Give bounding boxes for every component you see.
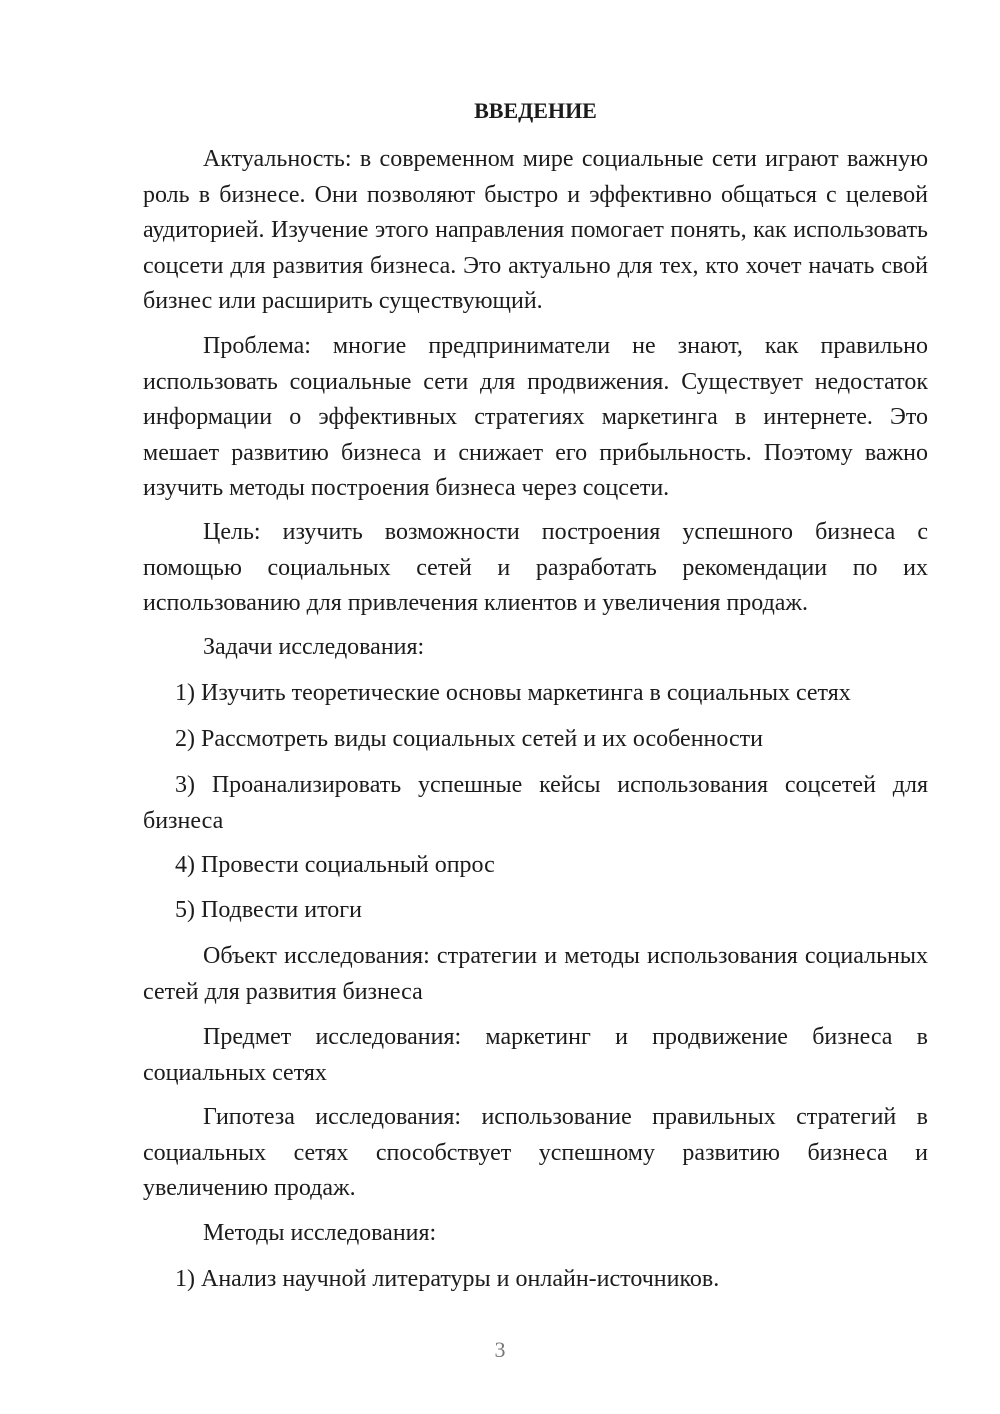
section-title: ВВЕДЕНИЕ <box>474 98 597 123</box>
methods-heading: Методы исследования: <box>203 1220 437 1246</box>
task-item-1: 1) Изучить теоретические основы маркетинга в социальных сетях <box>175 680 851 706</box>
task-item-4: 4) Провести социальный опрос <box>175 852 495 878</box>
method-item-1: 1) Анализ научной литературы и онлайн-источников. <box>175 1266 720 1292</box>
subject-paragraph: Предмет исследования: маркетинг и продвижение бизнеса в социальных сетях <box>143 1024 928 1086</box>
goal-paragraph: Цель: изучить возможности построения успешного бизнеса с помощью социальных сетей и разработать рекомендации по их использованию для привлечения клиентов и увеличения продаж. <box>143 519 928 616</box>
relevance-paragraph: Актуальность: в современном мире социальные сети играют важную роль в бизнесе. Они позволяют быстро и эффективно общаться с целевой аудиторией. Изучение этого направления помогает понять, как использовать соцсети для развития бизнеса. Это актуально для тех, кто хочет начать свой бизнес или расширить существующий. <box>143 146 928 314</box>
problem-paragraph: Проблема: многие предприниматели не знают, как правильно использовать социальные сети для продвижения. Существует недостаток информации о эффективных стратегиях маркетинга в интернете. Это мешает развитию бизнеса и снижает его прибыльность. Поэтому важно изучить методы построения бизнеса через соцсети. <box>143 333 928 501</box>
hypothesis-paragraph: Гипотеза исследования: использование правильных стратегий в социальных сетях способствует успешному развитию бизнеса и увеличению продаж. <box>143 1104 928 1201</box>
object-paragraph: Объект исследования: стратегии и методы использования социальных сетей для развития бизнеса <box>143 943 928 1005</box>
task-item-3: 3) Проанализировать успешные кейсы использования соцсетей для бизнеса <box>143 772 928 834</box>
tasks-heading: Задачи исследования: <box>203 634 425 660</box>
task-item-2: 2) Рассмотреть виды социальных сетей и их особенности <box>175 726 763 752</box>
page-number: 3 <box>494 1337 506 1362</box>
task-item-5: 5) Подвести итоги <box>175 897 362 923</box>
